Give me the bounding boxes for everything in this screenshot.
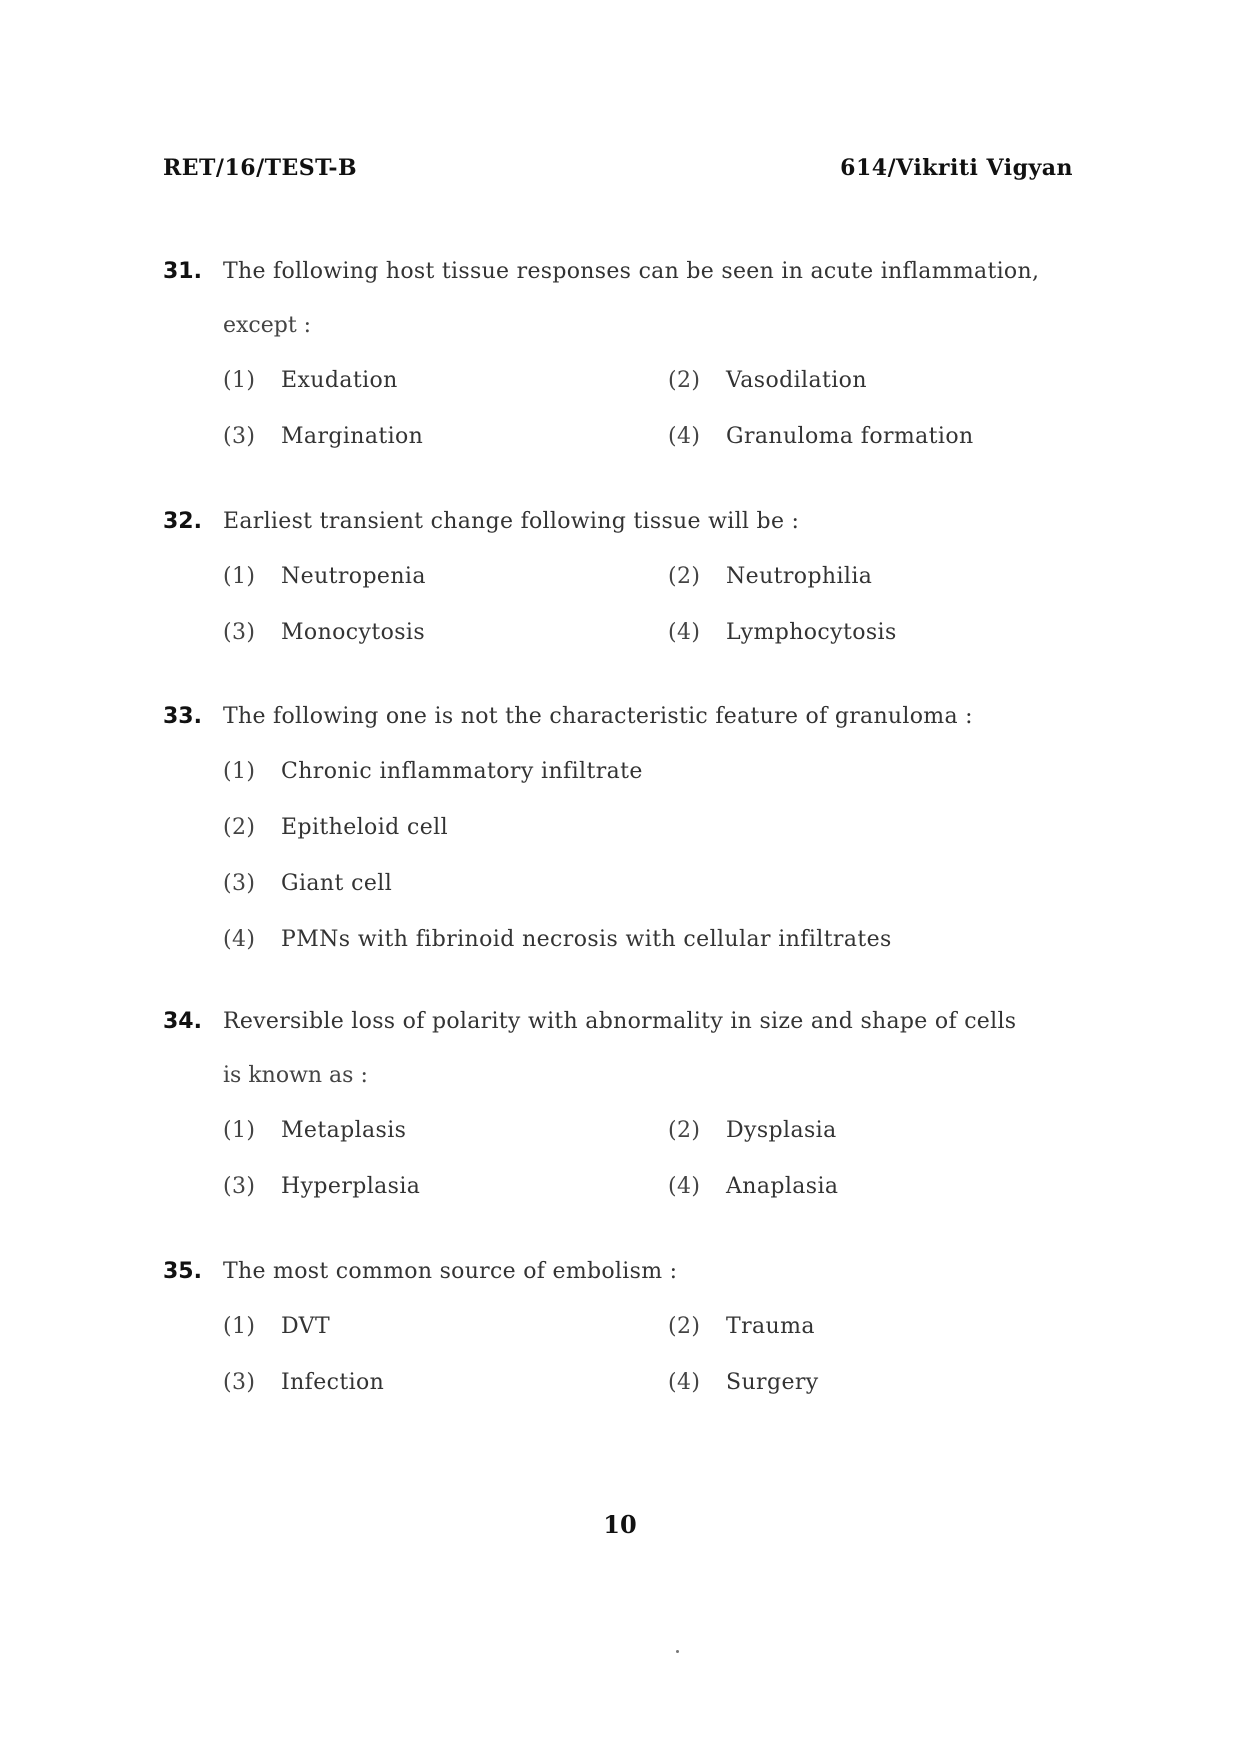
option-text: Metaplasis [281, 1118, 407, 1143]
question-34 [163, 995, 1093, 1215]
option-1 [223, 353, 668, 409]
option-text: PMNs with fibrinoid necrosis with cellular infiltrates [281, 927, 892, 952]
option-text: DVT [281, 1314, 331, 1339]
option-text: Neutropenia [281, 564, 426, 589]
option-number: (2) [668, 564, 701, 589]
option-number: (2) [668, 1118, 701, 1143]
options [163, 353, 1093, 465]
option-text: Vasodilation [726, 368, 867, 393]
option-number: (4) [223, 927, 256, 952]
option-1 [223, 1103, 668, 1159]
option-text: Monocytosis [281, 620, 426, 645]
option-2 [223, 800, 1093, 856]
options [163, 744, 1093, 968]
options [163, 549, 1093, 661]
question-text: Earliest transient change following tissue will be : [223, 509, 800, 534]
option-number: (3) [223, 871, 256, 896]
question-text: The following host tissue responses can be seen in acute inflammation, [223, 259, 1040, 284]
page-header [163, 150, 1073, 186]
option-number: (2) [668, 1314, 701, 1339]
question-text: Reversible loss of polarity with abnormality in size and shape of cells [223, 1009, 1017, 1034]
question-number: 32. [163, 509, 202, 534]
option-number: (1) [223, 1118, 256, 1143]
option-1 [223, 1299, 668, 1355]
option-number: (4) [668, 620, 701, 645]
option-text: Granuloma formation [726, 424, 974, 449]
option-text: Chronic inflammatory infiltrate [281, 759, 643, 784]
option-number: (4) [668, 1370, 701, 1395]
option-3 [223, 856, 1093, 912]
option-text: Giant cell [281, 871, 393, 896]
question-text: The most common source of embolism : [223, 1259, 678, 1284]
option-4 [668, 1355, 1093, 1411]
option-1 [223, 549, 668, 605]
option-text: Epitheloid cell [281, 815, 449, 840]
option-text: Exudation [281, 368, 398, 393]
option-number: (3) [223, 1370, 256, 1395]
option-text: Dysplasia [726, 1118, 837, 1143]
option-2 [668, 353, 1093, 409]
option-2 [668, 549, 1093, 605]
option-text: Anaplasia [726, 1174, 839, 1199]
question-35 [163, 1245, 1093, 1411]
option-number: (4) [668, 424, 701, 449]
option-text: Trauma [726, 1314, 815, 1339]
option-text: Margination [281, 424, 424, 449]
question-number: 33. [163, 704, 202, 729]
question-text: The following one is not the characteristic feature of granuloma : [223, 704, 973, 729]
option-number: (2) [223, 815, 256, 840]
option-4 [668, 409, 1093, 465]
options [163, 1299, 1093, 1411]
option-number: (3) [223, 424, 256, 449]
option-number: (1) [223, 368, 256, 393]
subject-title: 614/Vikriti Vigyan [840, 155, 1073, 181]
option-text: Neutrophilia [726, 564, 873, 589]
question-text-continuation: except : [223, 313, 312, 338]
option-number: (1) [223, 1314, 256, 1339]
option-number: (3) [223, 1174, 256, 1199]
question-number: 34. [163, 1009, 202, 1034]
option-4 [223, 912, 1093, 968]
option-text: Lymphocytosis [726, 620, 897, 645]
question-text-continuation: is known as : [223, 1063, 368, 1088]
option-3 [223, 1355, 668, 1411]
option-text: Surgery [726, 1370, 819, 1395]
option-number: (4) [668, 1174, 701, 1199]
option-text: Hyperplasia [281, 1174, 421, 1199]
option-number: (1) [223, 759, 256, 784]
option-text: Infection [281, 1370, 385, 1395]
question-number: 35. [163, 1259, 202, 1284]
question-number: 31. [163, 259, 202, 284]
option-1 [223, 744, 1093, 800]
option-3 [223, 1159, 668, 1215]
option-3 [223, 605, 668, 661]
option-number: (3) [223, 620, 256, 645]
question-31 [163, 245, 1093, 465]
page-number: 10 [603, 1510, 637, 1539]
option-number: (1) [223, 564, 256, 589]
option-2 [668, 1299, 1093, 1355]
option-4 [668, 1159, 1093, 1215]
option-2 [668, 1103, 1093, 1159]
option-number: (2) [668, 368, 701, 393]
question-33 [163, 690, 1093, 968]
exam-code: RET/16/TEST-B [163, 155, 358, 181]
option-4 [668, 605, 1093, 661]
question-32 [163, 495, 1093, 661]
option-3 [223, 409, 668, 465]
options [163, 1103, 1093, 1215]
scan-speck [676, 1650, 679, 1653]
